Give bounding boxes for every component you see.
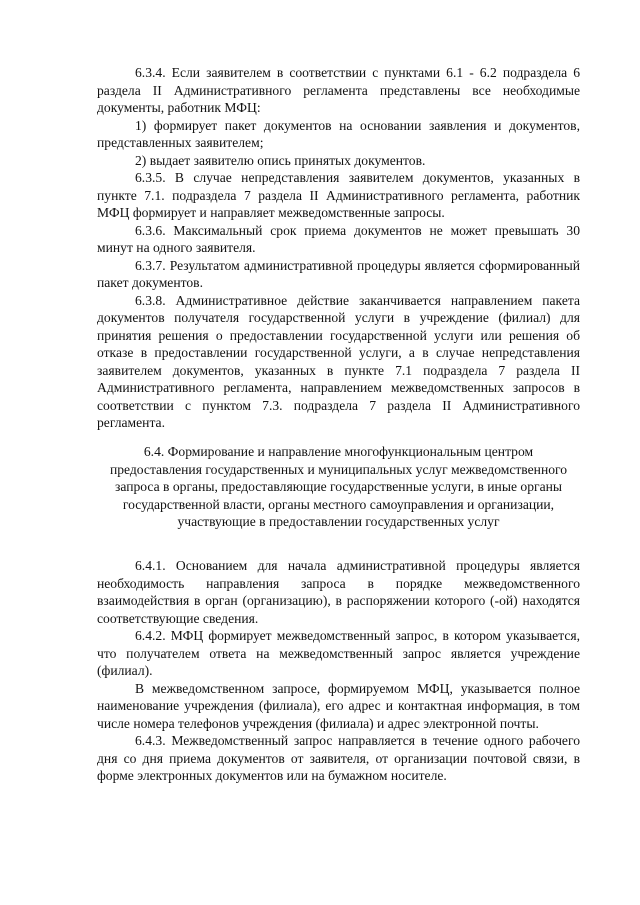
section-heading-block: [103, 443, 574, 531]
section-6-4-clauses: [97, 557, 580, 785]
section-heading-6-4: 6.4. Формирование и направление многофункциональным центром предоставления государственных и муниципальных услуг межведомственного запроса в органы, предоставляющие государственные услуги, в иные органы государственной власти, органы местного самоуправления и организации, участвующие в предоставлении государственных услуг: [109, 444, 568, 529]
paragraph-6-4-3: 6.4.3. Межведомственный запрос направляется в течение одного рабочего дня со дня приема документов от заявителя, от организации почтовой связи, в форме электронных документов или на бумажном носителе.: [97, 733, 580, 783]
paragraph-6-4-2-contents: В межведомственном запросе, формируемом МФЦ, указывается полное наименование учреждения (филиала), его адрес и контактная информация, в том числе номера телефонов учреждения (филиала) и адрес электронной почты.: [97, 680, 580, 731]
paragraph-6-4-2: 6.4.2. МФЦ формирует межведомственный запрос, в котором указывается, что получателем ответа на межведомственный запрос является учреждение (филиал).: [97, 628, 580, 678]
paragraph-6-3-8: 6.3.8. Административное действие заканчивается направлением пакета документов получателя государственной услуги в учреждение (филиал) для принятия решения о предоставлении государственной услуги или решения об отказе в предоставлении государственной услуги, а в случае непредставления заявителем документов, указанных в пункте 7.1 подраздела 7 раздела II Административного регламента, направлением межведомственных запросов в соответствии с пунктом 7.3. подраздела 7 раздела II Административного регламента.: [97, 292, 580, 430]
paragraph-6-3-5: 6.3.5. В случае непредставления заявителем документов, указанных в пункте 7.1. подраздела 7 раздела II Административного регламента, работник МФЦ формирует и направляет межведомственные запросы.: [97, 170, 580, 220]
paragraph-6-3-4-item-2: 2) выдает заявителю опись принятых документов.: [135, 152, 426, 168]
paragraph-6-4-1: 6.4.1. Основанием для начала административной процедуры является необходимость направления запроса в порядке межведомственного взаимодействия в орган (организацию), в распоряжении которого (-ой) находятся соответствующие сведения.: [97, 558, 580, 626]
paragraph-6-3-4: 6.3.4. Если заявителем в соответствии с пунктами 6.1 - 6.2 подраздела 6 раздела II Административного регламента представлены все необходимые документы, работник МФЦ:: [97, 65, 580, 115]
paragraph-6-3-6: 6.3.6. Максимальный срок приема документов не может превышать 30 минут на одного заявителя.: [97, 222, 580, 255]
paragraph-6-3-4-item-1: 1) формирует пакет документов на основании заявления и документов, представленных заявителем;: [97, 117, 580, 150]
paragraph-6-3-7: 6.3.7. Результатом административной процедуры является сформированный пакет документов.: [97, 257, 580, 290]
section-6-3-clauses: [97, 64, 580, 432]
